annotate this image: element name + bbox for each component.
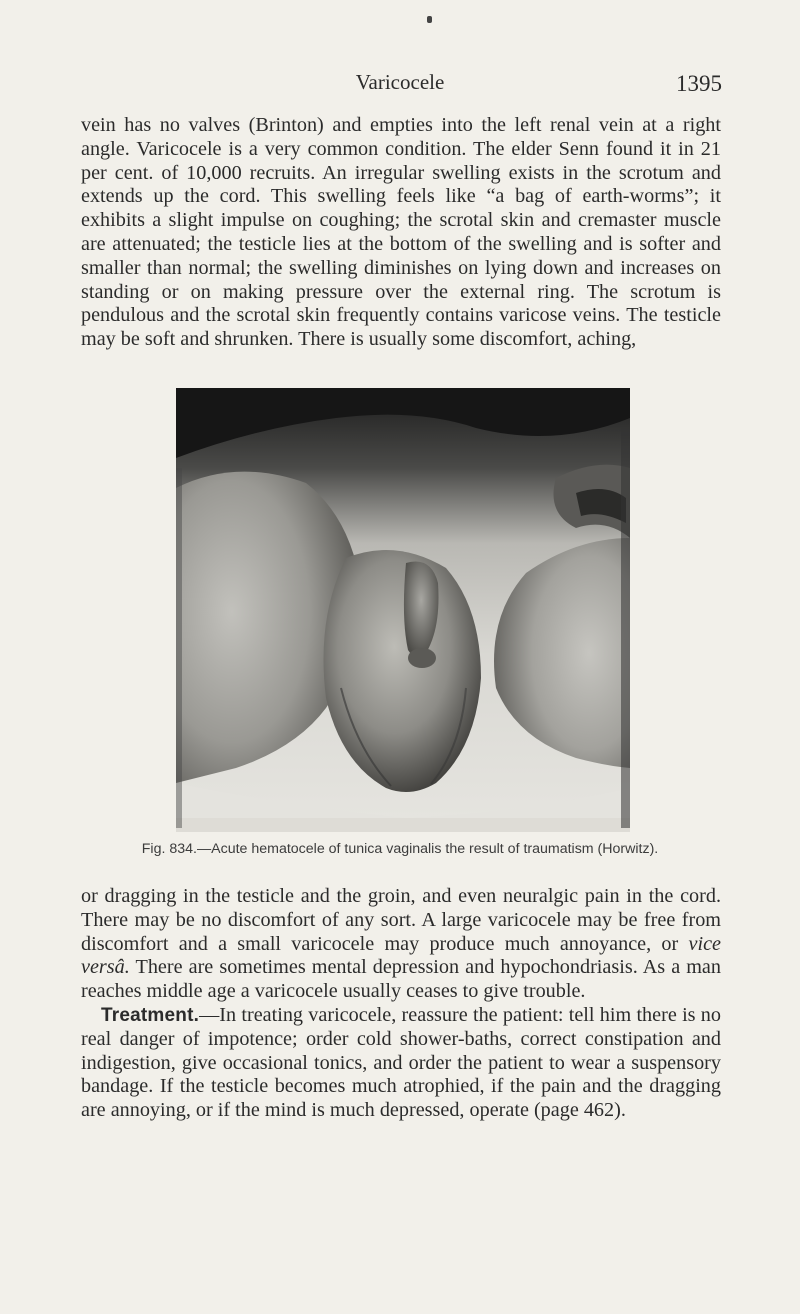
paragraph-continuation [81, 885, 721, 1004]
page-header [0, 68, 800, 104]
running-title: Varicocele [355, 70, 445, 94]
figure-caption: Fig. 834.—Acute hematocele of tunica vaginalis the result of traumatism (Horwitz). [141, 841, 659, 857]
paragraph-treatment [81, 1004, 721, 1123]
print-speck [427, 16, 432, 23]
treatment-heading: Treatment. [101, 1004, 200, 1026]
clinical-photograph [176, 388, 630, 832]
body-text-bottom [81, 885, 721, 1123]
treatment-text: —In treating varicocele, reassure the patient: tell him there is no real danger of impotence; order cold shower-baths, correct constipation and indigestion, give occasional tonics, and order the patient to wear a suspensory bandage. If the testicle becomes much atrophied, if the pain and the dragging are annoying, or if the mind is much depressed, operate (page 462). [81, 1003, 721, 1122]
page-number: 1395 [676, 71, 722, 96]
body-text-top [81, 114, 721, 352]
paragraph-top: vein has no valves (Brinton) and empties into the left renal vein at a right angle. Varicocele is a very common condition. The elder Senn found it in 21 per cent. of 10,000 recruits. An irregular swelling exists in the scrotum and extends up the cord. This swelling feels like “a bag of earth-worms”; it exhibits a slight impulse on coughing; the scrotal skin and cremaster muscle are attenuated; the testicle lies at the bottom of the swelling and is softer and smaller than normal; the swelling diminishes on lying down and increases on standing or on making pressure over the external ring. The scrotum is pendulous and the scrotal skin frequently contains varicose veins. The testicle may be soft and shrunken. There is usually some discomfort, aching, [81, 114, 721, 351]
continuation-italic: vice versâ. [81, 932, 721, 979]
photograph-illustration [176, 388, 630, 832]
continuation-end: There are sometimes mental depression and hypochondriasis. As a man reaches middle age a varicocele usually ceases to give trouble. [81, 956, 721, 1003]
continuation-start: or dragging in the testicle and the groin, and even neuralgic pain in the cord. There may be no discomfort of any sort. A large varicocele may be free from discomfort and a small varicocele may produce much annoyance, or [81, 885, 721, 955]
